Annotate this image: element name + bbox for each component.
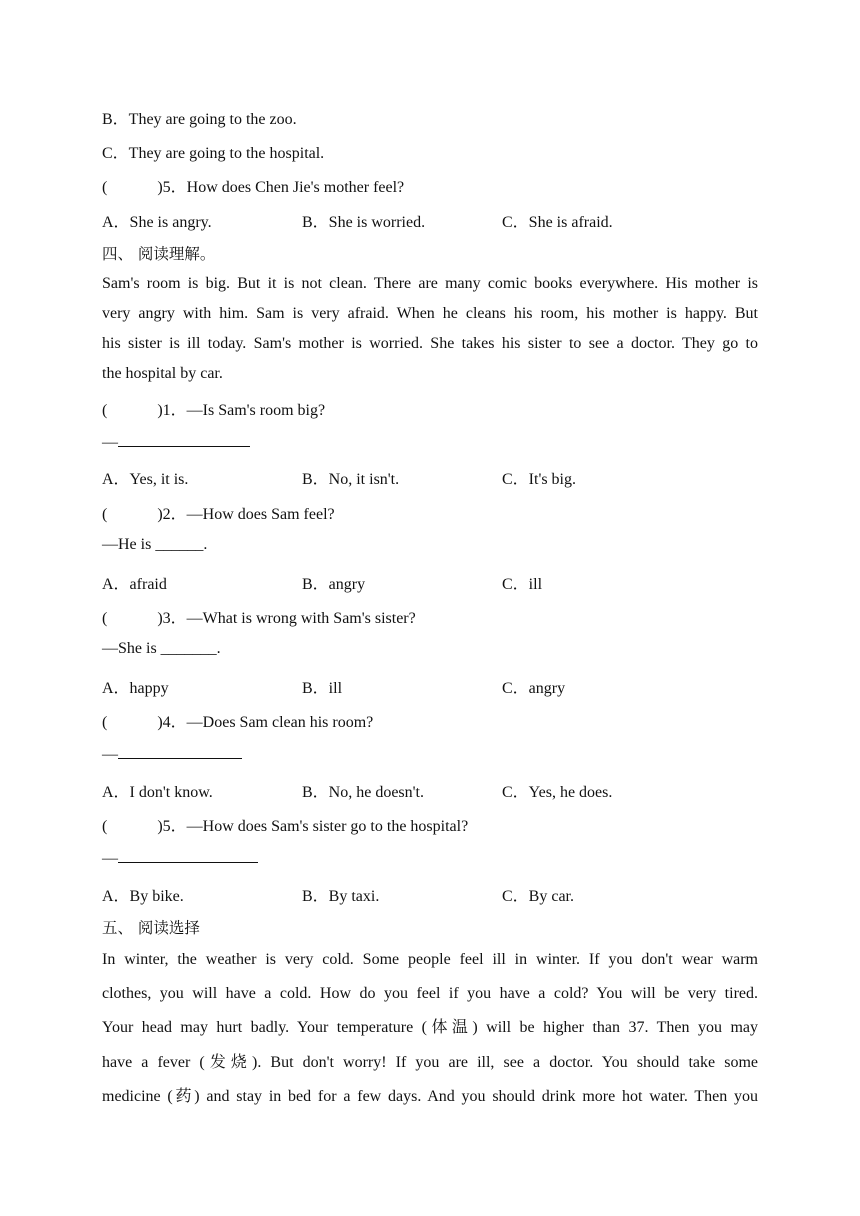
- answer-line-1: [102, 432, 250, 452]
- question-3: [102, 605, 416, 628]
- answer-paren-open: (: [102, 402, 108, 419]
- answer-paren-open: (: [102, 179, 108, 196]
- answer-paren-open: (: [102, 714, 108, 731]
- question-4: [102, 709, 373, 732]
- option-c: C．angry: [502, 680, 566, 697]
- option-b: B．By taxi.: [302, 888, 380, 905]
- passage-line: his sister is ill today. Sam's mother is worried. She takes his sister to see a doctor. They go to: [102, 335, 758, 352]
- option-a: A．She is angry.: [102, 214, 212, 231]
- passage-sam-room: [102, 269, 758, 389]
- question-chenjie-5: [102, 174, 404, 197]
- answer-line-3: —She is _______.: [102, 640, 221, 657]
- option-c-line: C．They are going to the hospital.: [102, 145, 325, 162]
- answer-line-5: [102, 848, 258, 868]
- question-text: )3．—What is wrong with Sam's sister?: [157, 610, 416, 627]
- option-c: C．She is afraid.: [502, 214, 613, 231]
- answer-dash: —: [102, 434, 118, 451]
- option-a: A．Yes, it is.: [102, 471, 189, 488]
- passage-line: Your head may hurt badly. Your temperature (体温) will be higher than 37. Then you may: [102, 1019, 758, 1037]
- option-b: B．She is worried.: [302, 214, 426, 231]
- question-text: )5．—How does Sam's sister go to the hospital?: [157, 818, 469, 835]
- option-b: B．No, it isn't.: [302, 471, 400, 488]
- question-text: )4．—Does Sam clean his room?: [157, 714, 374, 731]
- question-5: [102, 813, 468, 836]
- option-b: B．ill: [302, 680, 343, 697]
- option-c: C．By car.: [502, 888, 574, 905]
- answer-blank: [118, 432, 250, 447]
- option-a: A．happy: [102, 680, 169, 697]
- option-c: C．It's big.: [502, 471, 577, 488]
- passage-line: Sam's room is big. But it is not clean. There are many comic books everywhere. His mother is: [102, 275, 758, 292]
- question-text: )5．How does Chen Jie's mother feel?: [157, 179, 405, 196]
- answer-paren-open: (: [102, 506, 108, 523]
- passage-line: the hospital by car.: [102, 365, 223, 382]
- section-heading-reading: 四、 阅读理解。: [102, 245, 216, 263]
- passage-line: In winter, the weather is very cold. Some people feel ill in winter. If you don't wear warm: [102, 951, 758, 968]
- option-c: C．Yes, he does.: [502, 784, 613, 801]
- answer-line-2: —He is ______.: [102, 536, 208, 553]
- option-c: C．ill: [502, 576, 543, 593]
- question-2: [102, 501, 335, 524]
- option-b-line: B．They are going to the zoo.: [102, 111, 297, 128]
- passage-line: medicine (药) and stay in bed for a few days. And you should drink more hot water. Then you: [102, 1087, 758, 1105]
- passage-line: have a fever (发烧). But don't worry! If you are ill, see a doctor. You should take some: [102, 1053, 758, 1071]
- answer-dash: —: [102, 850, 118, 867]
- answer-blank: [118, 744, 242, 759]
- answer-paren-open: (: [102, 610, 108, 627]
- answer-blank: [118, 848, 258, 863]
- passage-line: very angry with him. Sam is very afraid. When he cleans his room, his mother is happy. But: [102, 305, 758, 322]
- option-b: B．No, he doesn't.: [302, 784, 424, 801]
- answer-line-4: [102, 744, 242, 764]
- option-a: A．afraid: [102, 576, 167, 593]
- question-1: [102, 397, 325, 420]
- passage-winter-cold: [102, 943, 758, 1114]
- answer-dash: —: [102, 746, 118, 763]
- option-b: B．angry: [302, 576, 366, 593]
- passage-line: clothes, you will have a cold. How do you feel if you have a cold? You will be very tired.: [102, 985, 758, 1003]
- answer-paren-open: (: [102, 818, 108, 835]
- question-text: )1．—Is Sam's room big?: [157, 402, 326, 419]
- option-a: A．By bike.: [102, 888, 184, 905]
- option-a: A．I don't know.: [102, 784, 213, 801]
- question-text: )2．—How does Sam feel?: [157, 506, 335, 523]
- section-heading-choice: 五、 阅读选择: [102, 919, 200, 937]
